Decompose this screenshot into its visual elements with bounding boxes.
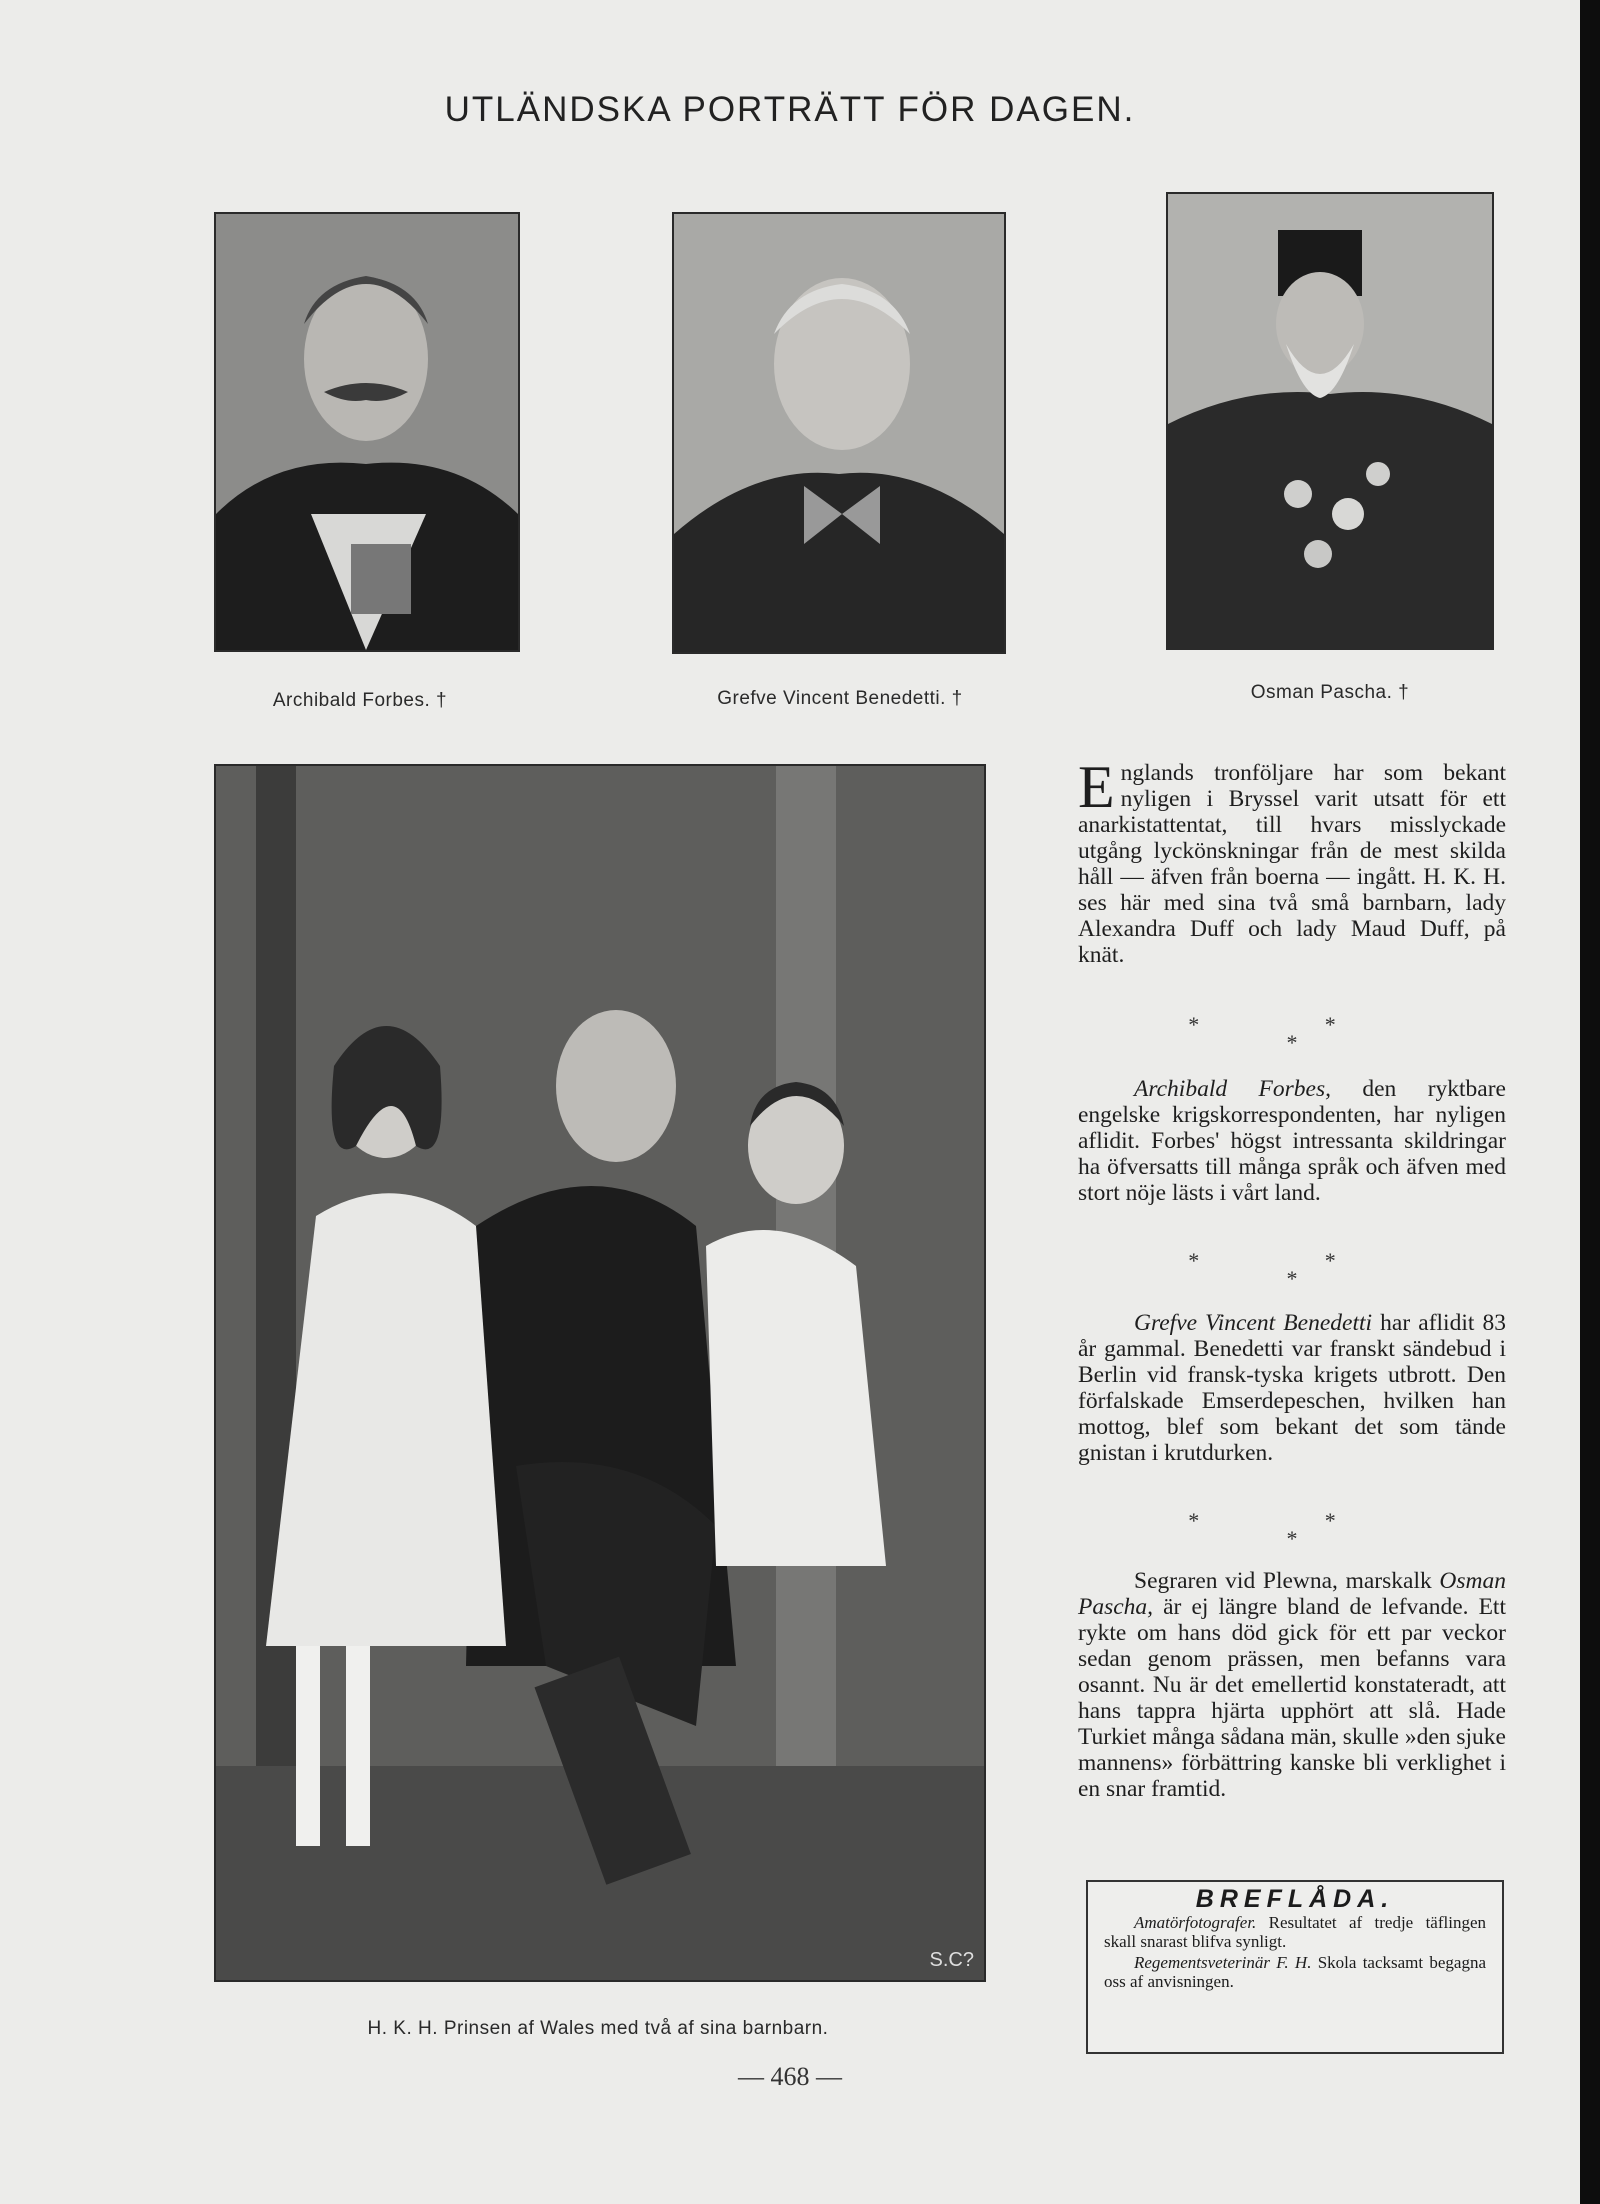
brieflada-entry2-text: Skola tacksamt begagna oss af anvisningen. [1104, 1953, 1487, 1991]
photo-illustration [216, 766, 984, 1980]
article-forbes-name: Archibald Forbes, [1134, 1076, 1331, 1102]
article-osman-lead: Segraren vid Plewna, marskalk [1134, 1568, 1440, 1594]
article-prince-text: nglands tronföljare har som bekant nyligen i Bryssel varit utsatt för ett anarkistattentat, till hvars misslyckade utgång lyckönskningar från de mest skilda håll — äfven från boerna — ingått. H. K. H. ses här med sina två små barnbarn, lady Alexandra Duff och lady Maud Duff, på knät. [1078, 760, 1506, 968]
article-forbes-text: den ryktbare engelske krigskorrespondenten, har nyligen aflidit. Forbes' högst intressanta skildringar ha öfversatts till många språk och äfven med stort nöje lästs i vårt land. [1078, 1076, 1506, 1206]
page-number: — 468 — [738, 2062, 842, 2091]
brieflada-title: BREFLÅDA. [1195, 1885, 1395, 1913]
article-forbes [1078, 1076, 1506, 1206]
portrait-illustration [216, 214, 518, 650]
brieflada-entry1-text: Resultatet af tredje täflingen skall snarast blifva synligt. [1104, 1913, 1486, 1951]
portrait-archibald-forbes [214, 212, 520, 652]
brieflada-entry1-name: Amatörfotografer. [1134, 1913, 1257, 1932]
caption-prince-of-wales: H. K. H. Prinsen af Wales med två af sina barnbarn. [367, 2018, 829, 2039]
article-osman-text: är ej längre bland de lefvande. Ett rykte om hans död gick för ett par veckor sedan genom prässen, men befanns vara osannt. Nu är det emellertid konstateradt, att hans tappra hjärta upphört att slå. Hade Turkiet många sådana män, skulle »den sjuke mannens» förbättring kanske bli verklighet i en snar framtid. [1078, 1594, 1506, 1802]
portrait-illustration [1168, 194, 1492, 648]
article-benedetti-name: Grefve Vincent Benedetti [1134, 1310, 1373, 1336]
article-osman-name: Osman Pascha, [1078, 1568, 1506, 1620]
article-osman [1078, 1568, 1506, 1802]
caption-osman-pascha: Osman Pascha. † [1250, 682, 1410, 703]
page-title: UTLÄNDSKA PORTRÄTT FÖR DAGEN. [444, 90, 1136, 129]
portrait-vincent-benedetti [672, 212, 1006, 654]
separator-star: * [1286, 1030, 1298, 1055]
photo-prince-of-wales [214, 764, 986, 1982]
photographer-signature: S.C? [929, 1949, 974, 1971]
article-prince [1078, 754, 1506, 968]
separator-stars: * * [1188, 1508, 1396, 1533]
caption-archibald-forbes: Archibald Forbes. † [272, 690, 448, 711]
article-benedetti-text: har aflidit 83 år gammal. Benedetti var franskt sändebud i Berlin vid fransk-tyska krigets utbrott. Den förfalskade Emserdepeschen, hvilken han mottog, blef som bekant det som tände gnistan i krutdurken. [1078, 1310, 1506, 1466]
separator-stars: * * [1188, 1012, 1396, 1037]
brieflada-box [1086, 1880, 1504, 2054]
portrait-osman-pascha [1166, 192, 1494, 650]
portrait-illustration [674, 214, 1004, 652]
separator-star: * [1286, 1526, 1298, 1551]
caption-vincent-benedetti: Grefve Vincent Benedetti. † [717, 688, 963, 709]
article-benedetti [1078, 1310, 1506, 1466]
separator-star: * [1286, 1266, 1298, 1291]
brieflada-entry2-name: Regementsveterinär F. H. [1134, 1953, 1312, 1972]
separator-stars: * * [1188, 1248, 1396, 1273]
dropcap: E [1078, 754, 1115, 820]
